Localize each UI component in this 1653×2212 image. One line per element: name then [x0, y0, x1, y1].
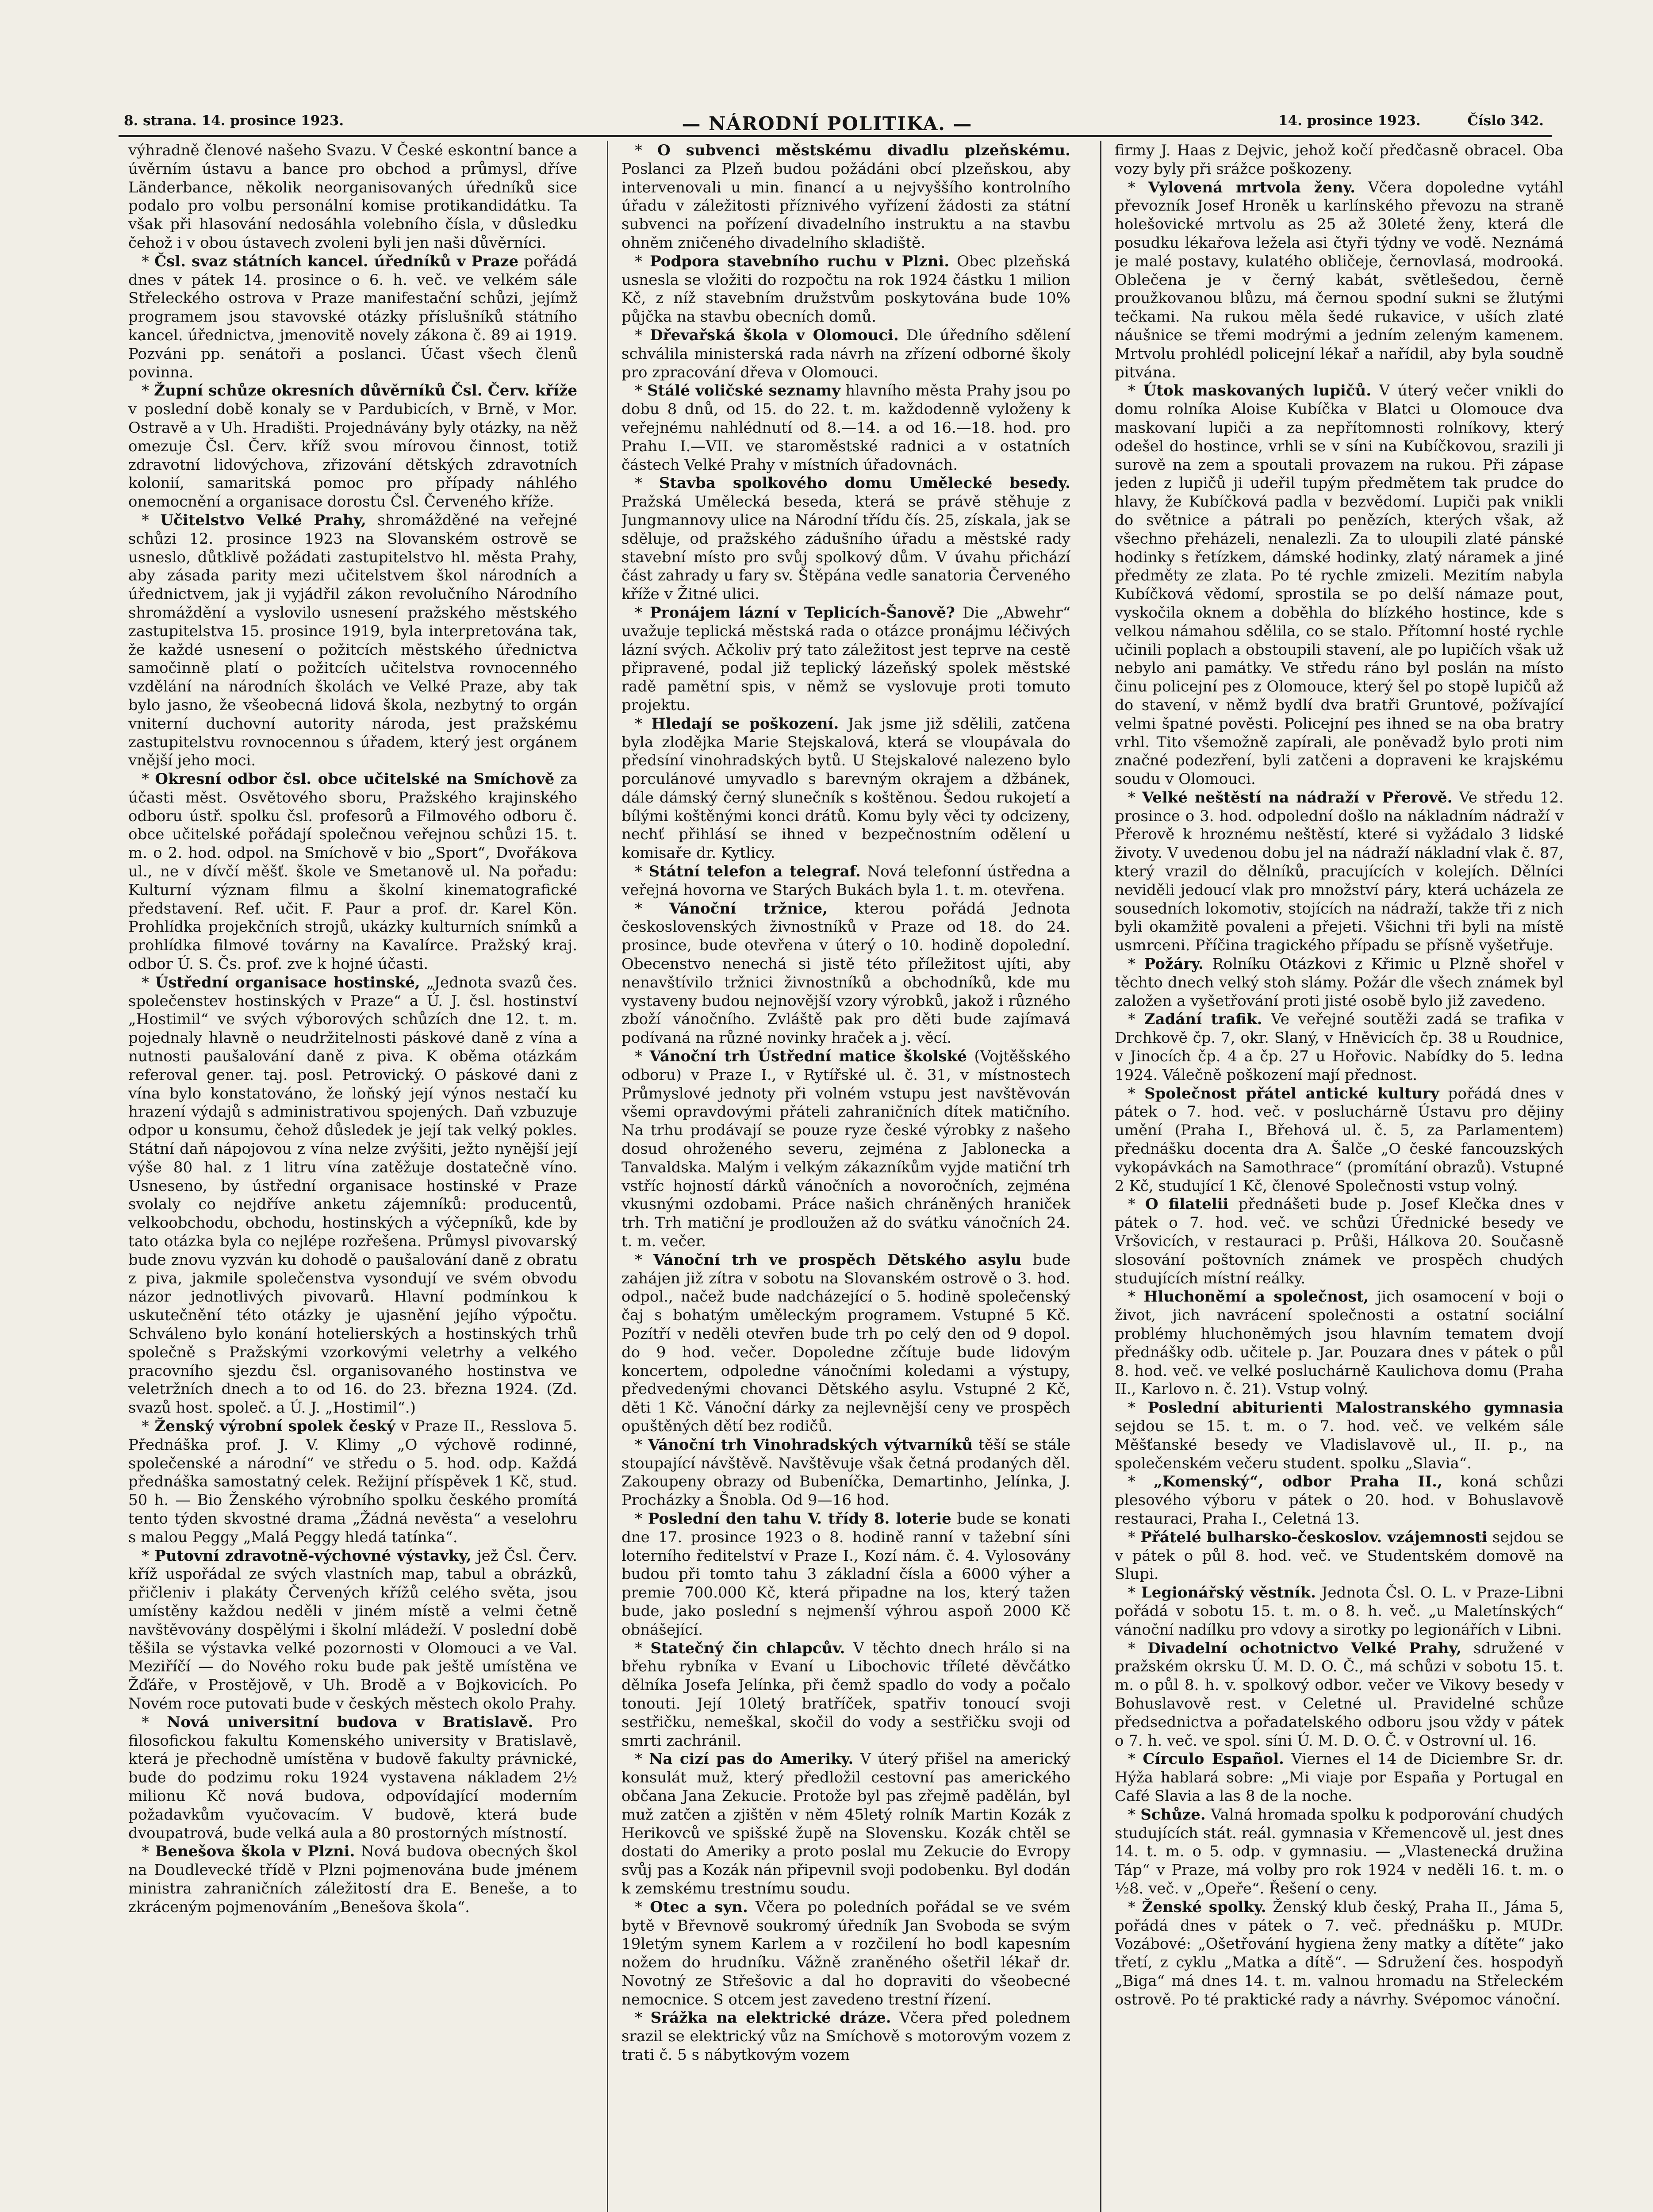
- news-item: * Vánoční trh ve prospěch Dětského asylu bude zahájen již zítra v sobotu na Slovanském ostrově o 3. hod. odpol., načež bude nadcházející o 5. hodině společenský čaj s bohatým uměleckým programem. Vstupné 5 Kč. Pozítří v neděli otevřen bude trh po celý den od 9 dopol. do 9 hod. večer. Dopoledne zčítuje bude lidovým koncertem, odpoledne vánočními koledami a výstupy, předvedenými chovanci Dětského asylu. Vstupné 2 Kč, děti 1 Kč. Vánoční dárky za nejlevnější ceny ve prospěch opuštěných dětí bez rodičů.: [621, 1251, 1070, 1435]
- news-item: * Župní schůze okresních důvěrníků Čsl. Červ. kříže v poslední době konaly se v Pardubicích, v Brně, v Mor. Ostravě a v Uh. Hradišti. Projednávány byly otázky, na něž omezuje Čsl. Červ. kříž svou mírovou činnost, totiž zdravotní lidovýchova, zřizování dětských zdravotních kolonií, samaritská pomoc pro případy náhlého onemocnění a organisace dorostu Čsl. Červeného kříže.: [128, 382, 577, 511]
- news-item-title: Divadelní ochotnictvo Velké Prahy,: [1147, 1639, 1461, 1657]
- news-item-title: Poslední abiturienti Malostranského gymnasia: [1147, 1399, 1564, 1417]
- page-number-date: 8. strana. 14. prosince 1923.: [124, 113, 344, 129]
- news-item: * Poslední den tahu V. třídy 8. loterie bude se konati dne 17. prosince 1923 o 8. hodině ranní v tažební síni loterního ředitelství v Praze I., Kozí nám. č. 4. Vylosovány budou při tomto tahu 3 základní čísla a 6000 výher a premie 700.000 Kč, která připadne na los, který tažen bude, jako poslední s nejmenší výhrou aspoň 2000 Kč obnášející.: [621, 1509, 1070, 1639]
- news-item-title: Podpora stavebního ruchu v Plzni.: [650, 252, 950, 270]
- news-item-title: Benešova škola v Plzni.: [155, 1843, 355, 1861]
- column-divider: [607, 141, 608, 2212]
- news-item-body: V úterý večer vnikli do domu rolníka Aloise Kubíčka v Blatci u Olomouce dva maskovaní lupiči a za nepřítomnosti rolníkovy, který odešel do hostince, vrhli se v síni na Kubíčkovou, srazili ji surově na zem a spoutali provazem na rukou. Při zápase jeden z lupičů ji udeřil tupým předmětem tak prudce do hlavy, že Kubíčková padla v bezvědomí. Lupiči pak vnikli do světnice a pátrali po penězích, kterých však, až všechno přeházeli, nenalezli. Za to uloupili zlaté pánské hodinky s řetízkem, dámské hodinky, zlatý náramek a jiné předměty ze zlata. Po té rychle zmizeli. Mezitím nabyla Kubíčková vědomí, sprostila se po delší námaze pout, vyskočila oknem a doběhla do blízkého hostince, kde s velkou námahou sdělila, co se stalo. Přítomní hosté rychle učinili poplach a obstoupili stavení, ale po lupičích však už nebylo ani památky. Ve středu ráno byl poslán na místo činu policejní pes z Olomouce, který šel po stopě lupičů až do stavení, v němž bydlí dva bratři Gruntové, požívající velmi špatné pověsti. Policejní pes ihned se na oba bratry vrhl. Tito všemožně zapírali, ale poněvadž bylo proti nim značné podezření, byli zatčeni a dopraveni ke krajskému soudu v Olomouci.: [1115, 382, 1564, 788]
- news-item-title: Vánoční trh ve prospěch Dětského asylu: [653, 1251, 1022, 1269]
- news-item-title: Hluchoněmí a společnost,: [1143, 1288, 1369, 1306]
- news-item-body: koná schůzi plesového výboru v pátek o 20. hod. v Bohuslavově restauraci, Praha I., Celetná 13.: [1115, 1473, 1564, 1528]
- news-item: * Stálé voličské seznamy hlavního města Prahy jsou po dobu 8 dnů, od 15. do 22. t. m. každodenně vyloženy k veřejnému nahlédnutí od 8.—14. a od 16.—18. hod. pro Prahu I.—VII. ve staroměstské radnici a v ostatních částech Velké Prahy v místních úřadovnách.: [621, 382, 1070, 474]
- news-item-title: Vánoční tržnice,: [669, 899, 828, 918]
- news-item-title: Stavba spolkového domu Umělecké besedy.: [659, 474, 1070, 492]
- news-item-body: Pražská Umělecká beseda, která se právě stěhuje z Jungmannovy ulice na Národní třídu čís. 25, získala, jak se sděluje, od pražského zádušního úřadu a městské rady stavební místo pro svůj spolkový dům. V úvahu přichází část zahrady u fary sv. Štěpána vedle sanatoria Červeného kříže v Žitné ulici.: [621, 493, 1070, 603]
- news-item-title: Putovní zdravotně-výchovné výstavky,: [154, 1547, 472, 1565]
- news-item-title: O filatelii: [1145, 1195, 1229, 1214]
- news-item-title: Státní telefon a telegraf.: [648, 863, 861, 881]
- news-item: * Vánoční tržnice, kterou pořádá Jednota československých živnostníků v Praze od 18. do 24. prosince, bude otevřena v úterý o 10. hodině dopolední. Obecenstvo nenechá si jistě této příležitost ujíti, aby nenavštívilo tržnici živnostníků a obchodníků, kde mu vystaveny budou nejnovější vzory výrobků, jakož i různého zboží vánočního. Zvláště pak pro děti bude zajímavá podívaná na různé novinky hraček a j. věcí.: [621, 899, 1070, 1047]
- news-item-body: shromážděné na veřejné schůzi 12. prosince 1923 na Slovanském ostrově se usneslo, důtklivě požádati zastupitelstvo hl. města Prahy, aby zásada parity mezi učitelstvem škol národních a úřednictvem, jak ji vyjádřil zákon revolučního Národního shromáždění a vyslovilo usnesení pražského městského zastupitelstva 15. prosince 1919, byla interpretována tak, že každé usnesení o požitcích městského úřednictva samočinně platí o požitcích učitelstva rovnocenného vzdělání na národních školách ve Velké Praze, aby tak bylo jasno, že všeobecná lidová škola, nezbytný to orgán vniterní duchovní autority národa, jest pražskému zastupitelstvu rovnocennou s úřadem, který jest orgánem vnější jeho moci.: [128, 511, 577, 770]
- news-item: * „Komenský“, odbor Praha II., koná schůzi plesového výboru v pátek o 20. hod. v Bohuslavově restauraci, Praha I., Celetná 13.: [1115, 1473, 1564, 1528]
- news-item-body: výhradně členové našeho Svazu. V České eskontní bance a úvěrním ústavu a bance pro obchod a průmysl, dříve Länderbance, několik neorganisovaných úředníků sice podalo pro volbu personální komise protikandidátku. Ta však při hlasování nedosáhla volebního čísla, v důsledku čehož i v obou ústavech zvoleni byli jen naši důvěrníci.: [128, 142, 577, 252]
- news-item-title: Círculo Español.: [1143, 1750, 1284, 1768]
- news-item: * Poslední abiturienti Malostranského gymnasia sejdou se 15. t. m. o 7. hod. več. ve velkém sále Měšťanské besedy ve Vladislavově ul., II. p., na společenském večeru student. spolku „Slavia“.: [1115, 1399, 1564, 1472]
- masthead-title: — NÁRODNÍ POLITIKA. —: [682, 113, 973, 134]
- news-item: * Státní telefon a telegraf. Nová telefonní ústředna a veřejná hovorna ve Starých Bukách byla 1. t. m. otevřena.: [621, 863, 1070, 899]
- news-item-body: sejdou se v pátek o půl 8. hod. več. ve Studentském domově na Slupi.: [1115, 1528, 1564, 1583]
- news-item-title: Schůze.: [1140, 1805, 1206, 1824]
- news-item: * Schůze. Valná hromada spolku k podporování chudých studujících stát. reál. gymnasia v Křemencově ul. jest dnes 14. t. m. o 5. odp. v gymnasiu. — „Vlastenecká družina Táp“ v Praze, má volby pro rok 1924 v neděli 16. t. m. o ½8. več. v „Opeře“. Řešení o ceny.: [1115, 1805, 1564, 1897]
- news-item-body: firmy J. Haas z Dejvic, jehož kočí předčasně obracel. Oba vozy byly při srážce poškozeny.: [1115, 142, 1564, 178]
- text-column-2: [621, 142, 1070, 2212]
- news-item-body: Obec plzeňská usnesla se vložiti do rozpočtu na rok 1924 částku 1 milion Kč, z níž stavebním družstvům poskytována bude 10% půjčka na stavbu obecních domů.: [621, 252, 1070, 326]
- news-item-body: Včera před polednem srazil se elektrický vůz na Smíchově s motorovým vozem z trati č. 5 s nábytkovým vozem: [621, 2009, 1070, 2064]
- news-item-title: Nová universitní budova v Bratislavě.: [167, 1713, 533, 1731]
- news-item: * Na cizí pas do Ameriky. V úterý přišel na americký konsulát muž, který předložil cestovní pas amerického občana Jana Zekucie. Protože byl pas zřejmě padělán, byl muž zatčen a zjištěn v něm 45letý rolník Martin Kozák z Herikovců ve spišské župě na Slovensku. Kozák chtěl se dostati do Ameriky a proto poslal mu Zekucie do Evropy svůj pas a Kozák nán připevnil svoji podobenku. Byl dodán k zemskému trestnímu soudu.: [621, 1750, 1070, 1897]
- news-item: * Otec a syn. Včera po poledních pořádal se ve svém bytě v Břevnově soukromý úředník Jan Svoboda se svým 19letým synem Karlem a v rozčilení ho bodl kapesním nožem do hrudníku. Vážně zraněného ošetřil lékař dr. Novotný ze Střešovic a dal ho dopraviti do všeobecné nemocnice. S otcem jest zavedeno trestní řízení.: [621, 1898, 1070, 2008]
- news-item: * Vánoční trh Vinohradských výtvarníků těší se stále stoupající návštěvě. Navštěvuje však četná prodaných děl. Zakoupeny obrazy od Bubeníčka, Demartinho, Jelínka, J. Procházky a Šnobla. Od 9—16 hod.: [621, 1436, 1070, 1509]
- text-column-1: [128, 142, 577, 2212]
- news-item-body: jich osamocení v boji o život, jich navrácení společnosti a ostatní sociální problémy hluchoněmých jsou hlavním tematem dvojí přednášky odb. učitele p. Jar. Pouzara dnes v pátek o půl 8. hod. več. ve velké posluchárně Kaulichova domu (Praha II., Karlovo n. č. 21). Vstup volný.: [1115, 1288, 1564, 1398]
- news-item-body: sdružené v pražském okrsku Ú. M. D. O. Č., má schůzi v sobotu 15. t. m. o půl 8. h. v. spolkový odbor. večer ve Vikovy besedy v Bohuslavově rest. v Celetné ul. Pravidelné schůze předsednictva a pořadatelského odboru jsou vždy v pátek o 7. h. več. ve spol. síni Ú. M. D. O. Č. v Ostrovní ul. 16.: [1115, 1639, 1564, 1750]
- news-item-body: bude se konati dne 17. prosince 1923 o 8. hodině ranní v tažební síni loterního ředitelství v Praze I., Kozí nám. č. 4. Vylosovány budou při tomto tahu 3 základní čísla a 6000 výher a premie 700.000 Kč, která připadne na los, který tažen bude, jako poslední s nejmenší výhrou aspoň 2000 Kč obnášející.: [621, 1509, 1070, 1639]
- news-item: * Hledají se poškození. Jak jsme již sdělili, zatčena byla zlodějka Marie Stejskalová, která se vloupávala do předsíní vinohradských bytů. U Stejskalové nalezeno bylo porculánové umyvadlo s barevným okrajem a džbánek, dále dámský černý slunečník s koštěnou. Šedou rukojetí a bílými koštěnými konci drátů. Komu byly věci ty odcizeny, nechť přihlásí se ihned v bezpečnostním odělení u komisaře dr. Kytlicy.: [621, 714, 1070, 862]
- news-item-title: Poslední den tahu V. třídy 8. loterie: [648, 1509, 951, 1528]
- news-item-title: Statečný čin chlapcův.: [650, 1639, 845, 1657]
- news-item: * Nová universitní budova v Bratislavě. Pro filosofickou fakultu Komenského university v Bratislavě, která je přechodně umístěna v budově fakulty právnické, bude do podzimu roku 1924 vystavena nákladem 2½ milionu Kč nová budova, odpovídající moderním požadavkům vyučovacím. V budově, která bude dvoupatrová, bude velká aula a 80 prostorných místností.: [128, 1713, 577, 1842]
- news-item: * Požáry. Rolníku Otázkovi z Křimic u Plzně shořel v těchto dnech velký stoh slámy. Požár dle všech známek byl založen a vyšetřování proti jisté osobě bylo již zavedeno.: [1115, 955, 1564, 1010]
- news-item: * Putovní zdravotně-výchovné výstavky, jež Čsl. Červ. kříž uspořádal ze svých vlastních map, tabul a obrázků, přičleniv i plakáty Červených křížů celého světa, jsou umístěny každou neděli v jiném místě a velmi četně navštěvovány dospělými i školní mládeží. V poslední době těšila se výstavka velké pozornosti v Olomouci a ve Val. Meziříčí — do Nového roku bude pak ještě umístěna ve Žďáře, v Prostějově, v Uh. Brodě a v Bojkovicích. Po Novém roce putovati bude v českých městech okolo Prahy.: [128, 1547, 577, 1713]
- news-item-body: Pro filosofickou fakultu Komenského university v Bratislavě, která je přechodně umístěna v budově fakulty právnické, bude do podzimu roku 1924 vystavena nákladem 2½ milionu Kč nová budova, odpovídající moderním požadavkům vyučovacím. V budově, která bude dvoupatrová, bude velká aula a 80 prostorných místností.: [128, 1713, 577, 1842]
- news-item-body: kterou pořádá Jednota československých živnostníků v Praze od 18. do 24. prosince, bude otevřena v úterý o 10. hodině dopolední. Obecenstvo nenechá si jistě této příležitost ujíti, aby nenavštívilo tržnici živnostníků a obchodníků, kde mu vystaveny budou nejnovější vzory výrobků, jakož i různého zboží vánočního. Zvláště pak pro děti bude zajímavá podívaná na různé novinky hraček a j. věcí.: [621, 899, 1070, 1047]
- news-item-title: Ústřední organisace hostinské,: [155, 973, 420, 991]
- news-item-title: Čsl. svaz státních kancel. úředníků v Praze: [154, 252, 519, 270]
- news-item-title: Učitelstvo Velké Prahy,: [160, 511, 366, 529]
- news-item: * Pronájem lázní v Teplicích-Šanově? Die „Abwehr“ uvažuje teplická městská rada o otázce pronájmu léčivých lázní svých. Ačkoliv prý tato záležitost jest teprve na cestě připravené, podal již teplický lázeňský spolek městské radě pamětní spis, v němž se vyslovuje proti tomuto projektu.: [621, 603, 1070, 714]
- news-item-body: (Vojtěšského odboru) v Praze I., v Rytířské ul. č. 31, v místnostech Průmyslové jednoty při volném vstupu jest navštěvován všemi opravdovými přáteli zahraničních dítek matičního. Na trhu prodávají se pouze ryze české výrobky z našeho dosud ohroženého severu, zejména z Jablonecka a Tanvaldska. Malým i velkým zákazníkům vyjde matiční trh vstříc hojností dárků vánočních a novoročních, zejména vkusnými ozdobami. Práce našich chráněných hraniček trh. Trh matiční je prodloužen až do svátku vánočních 24. t. m. večer.: [621, 1048, 1070, 1251]
- header-date: 14. prosince 1923.: [1278, 113, 1421, 129]
- news-item-body: Valná hromada spolku k podporování chudých studujících stát. reál. gymnasia v Křemencově ul. jest dnes 14. t. m. o 5. odp. v gymnasiu. — „Vlastenecká družina Táp“ v Praze, má volby pro rok 1924 v neděli 16. t. m. o ½8. več. v „Opeře“. Řešení o ceny.: [1115, 1805, 1564, 1897]
- news-item-body: pořádá dnes v pátek 14. prosince o 6. h. več. ve velkém sále Střeleckého ostrova v Praze manifestační schůzi, jejímž programem jsou stavovské otázky příslušníků státního kancel. úřednictva, jmenovitě novely zákona č. 89 ai 1919. Pozváni pp. senátoři a poslanci. Účast všech členů povinna.: [128, 252, 577, 381]
- news-item-title: Otec a syn.: [650, 1898, 748, 1916]
- news-item-body: v poslední době konaly se v Pardubicích, v Brně, v Mor. Ostravě a v Uh. Hradišti. Projednávány byly otázky, na něž omezuje Čsl. Červ. kříž svou mírovou činnost, totiž zdravotní lidovýchova, zřizování dětských zdravotních kolonií, samaritská pomoc pro případy náhlého onemocnění a organisace dorostu Čsl. Červeného kříže.: [128, 400, 577, 511]
- news-item: * Hluchoněmí a společnost, jich osamocení v boji o život, jich navrácení společnosti a ostatní sociální problémy hluchoněmých jsou hlavním tematem dvojí přednášky odb. učitele p. Jar. Pouzara dnes v pátek o půl 8. hod. več. ve velké posluchárně Kaulichova domu (Praha II., Karlovo n. č. 21). Vstup volný.: [1115, 1288, 1564, 1398]
- news-item-title: Vánoční trh Ústřední matice školské: [649, 1048, 967, 1066]
- news-item-body: Poslanci za Plzeň budou požádáni obcí plzeňskou, aby intervenovali u min. financí a u nejvyššího kontrolního úřadu v záležitosti příznivého vyřízení žádosti za státní subvenci na pořízení divadelního instruktu a na stavbu ohněm zničeného divadelního skladiště.: [621, 160, 1070, 252]
- news-item-title: Okresní odbor čsl. obce učitelské na Smíchově: [155, 770, 555, 788]
- news-item: * Dřevařská škola v Olomouci. Dle úředního sdělení schválila ministerská rada návrh na zřízení odborné školy pro zpracování dřeva v Olomouci.: [621, 326, 1070, 381]
- news-item-title: Pronájem lázní v Teplicích-Šanově?: [650, 603, 955, 622]
- news-item-title: Hledají se poškození.: [651, 714, 839, 733]
- news-item-title: Požáry.: [1144, 955, 1204, 973]
- news-item-title: Vylovená mrtvola ženy.: [1148, 178, 1356, 196]
- news-item: * Círculo Español. Viernes el 14 de Diciembre Sr. dr. Hýža hablará sobre: „Mi viaje por España y Portugal en Café Slavia a las 8 de la noche.: [1115, 1750, 1564, 1805]
- news-item-body: V těchto dnech hrálo si na břehu rybníka v Evaní u Libochovic tříleté děvčátko dělníka Josefa Jelínka, při čemž spadlo do vody a počalo tonouti. Její 10letý bratříček, spatřiv tonoucí svoji sestřičku, nemeškal, skočil do vody a sestřičku svoji od smrti zachránil.: [621, 1639, 1070, 1750]
- news-item-title: Vánoční trh Vinohradských výtvarníků: [648, 1436, 973, 1454]
- news-item-title: Srážka na elektrické dráze.: [650, 2009, 891, 2027]
- news-item: * Stavba spolkového domu Umělecké besedy. Pražská Umělecká beseda, která se právě stěhuje z Jungmannovy ulice na Národní třídu čís. 25, získala, jak se sděluje, od pražského zádušního úřadu a městské rady stavební místo pro svůj spolkový dům. V úvahu přichází část zahrady u fary sv. Štěpána vedle sanatoria Červeného kříže v Žitné ulici.: [621, 474, 1070, 603]
- news-item: * Statečný čin chlapcův. V těchto dnech hrálo si na břehu rybníka v Evaní u Libochovic tříleté děvčátko dělníka Josefa Jelínka, při čemž spadlo do vody a počalo tonouti. Její 10letý bratříček, spatřiv tonoucí svoji sestřičku, nemeškal, skočil do vody a sestřičku svoji od smrti zachránil.: [621, 1639, 1070, 1750]
- news-item-body: Jak jsme již sdělili, zatčena byla zlodějka Marie Stejskalová, která se vloupávala do předsíní vinohradských bytů. U Stejskalové nalezeno bylo porculánové umyvadlo s barevným okrajem a džbánek, dále dámský černý slunečník s koštěnou. Šedou rukojetí a bílými koštěnými konci drátů. Komu byly věci ty odcizeny, nechť přihlásí se ihned v bezpečnostním odělení u komisaře dr. Kytlicy.: [621, 714, 1070, 862]
- news-item-title: „Komenský“, odbor Praha II.,: [1153, 1473, 1442, 1491]
- news-item-body: Viernes el 14 de Diciembre Sr. dr. Hýža hablará sobre: „Mi viaje por España y Portugal en Café Slavia a las 8 de la noche.: [1115, 1750, 1564, 1805]
- issue-number: Číslo 342.: [1467, 113, 1544, 129]
- news-item: * Podpora stavebního ruchu v Plzni. Obec plzeňská usnesla se vložiti do rozpočtu na rok 1924 částku 1 milion Kč, z níž stavebním družstvům poskytována bude 10% půjčka na stavbu obecních domů.: [621, 252, 1070, 326]
- news-item-body: jež Čsl. Červ. kříž uspořádal ze svých vlastních map, tabul a obrázků, přičleniv i plakáty Červených křížů celého světa, jsou umístěny každou neděli v jiném místě a velmi četně navštěvovány dospělými i školní mládeží. V poslední době těšila se výstavka velké pozornosti v Olomouci a ve Val. Meziříčí — do Nového roku bude pak ještě umístěna ve Žďáře, v Prostějově, v Uh. Brodě a v Bojkovicích. Po Novém roce putovati bude v českých městech okolo Prahy.: [128, 1547, 577, 1713]
- news-item-body: sejdou se 15. t. m. o 7. hod. več. ve velkém sále Měšťanské besedy ve Vladislavově ul., II. p., na společenském večeru student. spolku „Slavia“.: [1115, 1417, 1564, 1472]
- news-item: * Okresní odbor čsl. obce učitelské na Smíchově za účasti měst. Osvětového sboru, Pražského krajinského odboru ústř. spolku čsl. profesorů a Filmového odboru č. obce učitelské pořádají společnou veřejnou schůzi 15. t. m. o 2. hod. odpol. na Smíchově v bio „Sport“, Dvořákova ul., ne v dívčí měšť. škole ve Smetanově ul. Na pořadu: Kulturní význam filmu a školní kinematografické představení. Ref. učit. F. Paur a prof. dr. Karel Kön. Prohlídka projekčních strojů, ukázky kulturních snímků a prohlídka filmové továrny na Kavalírce. Pražský kraj. odbor Ú. S. Čs. prof. zve k hojné účasti.: [128, 770, 577, 973]
- news-item: * Čsl. svaz státních kancel. úředníků v Praze pořádá dnes v pátek 14. prosince o 6. h. več. ve velkém sále Střeleckého ostrova v Praze manifestační schůzi, jejímž programem jsou stavovské otázky příslušníků státního kancel. úřednictva, jmenovitě novely zákona č. 89 ai 1919. Pozváni pp. senátoři a poslanci. Účast všech členů povinna.: [128, 252, 577, 381]
- news-item-body: bude zahájen již zítra v sobotu na Slovanském ostrově o 3. hod. odpol., načež bude nadcházející o 5. hodině společenský čaj s bohatým uměleckým programem. Vstupné 5 Kč. Pozítří v neděli otevřen bude trh po celý den od 9 dopol. do 9 hod. večer. Dopoledne zčítuje bude lidovým koncertem, odpoledne vánočními koledami a výstupy, předvedenými chovanci Dětského asylu. Vstupné 2 Kč, děti 1 Kč. Vánoční dárky za nejlevnější ceny ve prospěch opuštěných dětí bez rodičů.: [621, 1251, 1070, 1435]
- news-item-body: Jednota Čsl. O. L. v Praze-Libni pořádá v sobotu 15. t. m. o 8. h. več. „u Maletínských“ vánoční nadílku pro vdovy a sirotky po legionářích v Libni.: [1115, 1584, 1564, 1639]
- news-item: * Přátelé bulharsko-českoslov. vzájemnosti sejdou se v pátek o půl 8. hod. več. ve Studentském domově na Slupi.: [1115, 1528, 1564, 1583]
- header-rule: [119, 135, 1552, 137]
- news-item-title: Velké neštěstí na nádraží v Přerově.: [1142, 788, 1453, 806]
- news-item: * Zadání trafik. Ve veřejné soutěži zadá se trafika v Drchkově čp. 7, okr. Slaný, v Hněvicích čp. 38 u Roudnice, v Jinocích čp. 4 a čp. 27 u Hořovic. Nabídky do 5. ledna 1924. Válečně poškození mají přednost.: [1115, 1010, 1564, 1084]
- news-item: * Ženský výrobní spolek český v Praze II., Resslova 5. Přednáška prof. J. V. Klimy „O výchově rodinné, společenské a národní“ ve středu o 5. hod. odp. Každá přednáška samostatný celek. Režijní příspěvek 1 Kč, stud. 50 h. — Bio Ženského výrobního spolku českého promítá tento týden skvostné drama „Žádná nevěsta“ a veselohru s malou Peggy „Malá Peggy hledá tatínka“.: [128, 1417, 577, 1546]
- news-item-body: Ženský klub český, Praha II., Jáma 5, pořádá dnes v pátek o 7. več. přednášku p. MUDr. Vozábové: „Ošetřování hygiena ženy matky a dítěte“ jako třetí, z cyklu „Matka a dítě“. — Sdružení čes. hospodyň „Biga“ má dnes 14. t. m. valnou hromadu na Střeleckém ostrově. Po té praktické rady a návrhy. Svépomoc vánoční.: [1115, 1898, 1564, 2008]
- text-column-3: [1115, 142, 1564, 2212]
- news-item-title: Na cizí pas do Ameriky.: [649, 1750, 854, 1768]
- news-item: * Velké neštěstí na nádraží v Přerově. Ve středu 12. prosince o 3. hod. odpolední došlo na nákladním nádraží v Přerově k hroznému neštěstí, které si vyžádalo 3 lidské životy. V uvedenou dobu jel na nádraží nákladní vlak č. 87, který vrazil do dělníků, pracujících v kolejích. Dělníci neviděli jedoucí vlak pro množství páry, která ucházela ze sousedních lokomotiv, stojících na nádraží, takže tři z nich byli okamžitě povaleni a přejeti. Všichni tři byli na místě usmrceni. Příčina tragického případu se přísně vyšetřuje.: [1115, 788, 1564, 955]
- news-item-body: za účasti měst. Osvětového sboru, Pražského krajinského odboru ústř. spolku čsl. profesorů a Filmového odboru č. obce učitelské pořádají společnou veřejnou schůzi 15. t. m. o 2. hod. odpol. na Smíchově v bio „Sport“, Dvořákova ul., ne v dívčí měšť. škole ve Smetanově ul. Na pořadu: Kulturní význam filmu a školní kinematografické představení. Ref. učit. F. Paur a prof. dr. Karel Kön. Prohlídka projekčních strojů, ukázky kulturních snímků a prohlídka filmové továrny na Kavalírce. Pražský kraj. odbor Ú. S. Čs. prof. zve k hojné účasti.: [128, 770, 577, 973]
- news-item: * Divadelní ochotnictvo Velké Prahy, sdružené v pražském okrsku Ú. M. D. O. Č., má schůzi v sobotu 15. t. m. o půl 8. h. v. spolkový odbor. večer ve Vikovy besedy v Bohuslavově rest. v Celetné ul. Pravidelné schůze předsednictva a pořadatelského odboru jsou vždy v pátek o 7. h. več. ve spol. síni Ú. M. D. O. Č. v Ostrovní ul. 16.: [1115, 1639, 1564, 1750]
- news-item-title: Ženské spolky.: [1142, 1898, 1266, 1916]
- news-item-title: Přátelé bulharsko-českoslov. vzájemnosti: [1140, 1528, 1488, 1546]
- news-item-body: Die „Abwehr“ uvažuje teplická městská rada o otázce pronájmu léčivých lázní svých. Ačkoliv prý tato záležitost jest teprve na cestě připravené, podal již teplický lázeňský spolek městské radě pamětní spis, v němž se vyslovuje proti tomuto projektu.: [621, 603, 1070, 714]
- news-item-body: Ve veřejné soutěži zadá se trafika v Drchkově čp. 7, okr. Slaný, v Hněvicích čp. 38 u Roudnice, v Jinocích čp. 4 a čp. 27 u Hořovic. Nabídky do 5. ledna 1924. Válečně poškození mají přednost.: [1115, 1010, 1564, 1084]
- news-item: * Vánoční trh Ústřední matice školské (Vojtěšského odboru) v Praze I., v Rytířské ul. č. 31, v místnostech Průmyslové jednoty při volném vstupu jest navštěvován všemi opravdovými přáteli zahraničních dítek matičního. Na trhu prodávají se pouze ryze české výrobky z našeho dosud ohroženého severu, zejména z Jablonecka a Tanvaldska. Malým i velkým zákazníkům vyjde matiční trh vstříc hojností dárků vánočních a novoročních, zejména vkusnými ozdobami. Práce našich chráněných hraniček trh. Trh matiční je prodloužen až do svátku vánočních 24. t. m. večer.: [621, 1048, 1070, 1251]
- news-item-body: pořádá dnes v pátek o 7. hod. več. v posluchárně Ústavu pro dějiny umění (Praha I., Břehová ul. č. 5, za Parlamentem) přednášku docenta dra A. Šalče „O české fancouzských vykopávkách na Samothrace“ (promítání obrazů). Vstupné 2 Kč, studující 1 Kč, členové Společnosti vstup volný.: [1115, 1084, 1564, 1195]
- news-item: * Společnost přátel antické kultury pořádá dnes v pátek o 7. hod. več. v posluchárně Ústavu pro dějiny umění (Praha I., Břehová ul. č. 5, za Parlamentem) přednášku docenta dra A. Šalče „O české fancouzských vykopávkách na Samothrace“ (promítání obrazů). Vstupné 2 Kč, studující 1 Kč, členové Společnosti vstup volný.: [1115, 1084, 1564, 1195]
- news-item-body: Rolníku Otázkovi z Křimic u Plzně shořel v těchto dnech velký stoh slámy. Požár dle všech známek byl založen a vyšetřování proti jisté osobě bylo již zavedeno.: [1115, 955, 1564, 1010]
- news-item: * Ústřední organisace hostinské, „Jednota svazů čes. společenstev hostinských v Praze“ a Ú. J. čsl. hostinství „Hostimil“ ve svých výborových schůzích dne 12. t. m. pojednaly hlavně o neudržitelnosti páskové daně z vína a nutnosti paušalování daně z piva. K oběma otázkám referoval gener. taj. posl. Petrovický. O páskové dani z vína bylo konstatováno, že loňský její výnos nestačí ku hrazení výdajů s administrativou spojených. Daň vzbuzuje odpor u konsumu, čehož důsledek je její tak velký pokles. Státní daň nápojovou z vína nelze zvýšiti, ježto nynější její výše 80 hal. z 1 litru vína zatěžuje dostatečně víno. Usneseno, by ústřední organisace hostinské v Praze svolaly co nejdříve anketu zájemníků: producentů, velkoobchodu, obchodu, hostinských a výčepníků, kde by tato otázka byla co nejlépe rozřešena. Průmysl pivovarský bude znovu vyzván ku dohodě o paušalování daně z obratu z piva, jakmile společenstva vysondují ve svém obvodu názor jednotlivých pivovarů. Hlavní podmínkou k uskutečnění této otázky je ujasnění jejího výpočtu. Schváleno bylo konání hotelierských a hostinských trhů společně s Pražskými vzorkovými veletrhy a velkého pracovního sjezdu čsl. organisovaného hostinstva ve veletržních dnech a to od 16. do 23. března 1924. (Zd. svazů host. společ. a Ú. J. „Hostimil“.): [128, 973, 577, 1417]
- news-item-title: Ženský výrobní spolek český: [154, 1417, 395, 1435]
- news-item-title: O subvenci městskému divadlu plzeňskému.: [657, 142, 1070, 159]
- news-item-body: Nová telefonní ústředna a veřejná hovorna ve Starých Bukách byla 1. t. m. otevřena.: [621, 863, 1070, 899]
- news-item: * Učitelstvo Velké Prahy, shromážděné na veřejné schůzi 12. prosince 1923 na Slovanském ostrově se usneslo, důtklivě požádati zastupitelstvo hl. města Prahy, aby zásada parity mezi učitelstvem škol národních a úřednictvem, jak ji vyjádřil zákon revolučního Národního shromáždění a vyslovilo usnesení pražského městského zastupitelstva 15. prosince 1919, byla interpretována tak, že každé usnesení o požitcích městského úřednictva samočinně platí o požitcích učitelstva rovnocenného vzdělání na národních školách ve Velké Praze, aby tak bylo jasno, že všeobecná lidová škola, nezbytný to orgán vniterní duchovní autority národa, jest pražskému zastupitelstvu rovnocennou s úřadem, který jest orgánem vnější jeho moci.: [128, 511, 577, 770]
- news-item: [1115, 142, 1564, 179]
- news-item-title: Útok maskovaných lupičů.: [1143, 382, 1372, 400]
- news-item: * Legionářský věstník. Jednota Čsl. O. L. v Praze-Libni pořádá v sobotu 15. t. m. o 8. h. več. „u Maletínských“ vánoční nadílku pro vdovy a sirotky po legionářích v Libni.: [1115, 1584, 1564, 1639]
- news-item: [128, 142, 577, 253]
- news-item-title: Dřevařská škola v Olomouci.: [650, 326, 899, 344]
- news-item-body: Včera po poledních pořádal se ve svém bytě v Břevnově soukromý úředník Jan Svoboda se svým 19letým synem Karlem a v rozčilení ho bodl kapesním nožem do hrudníku. Vážně zraněného ošetřil lékař dr. Novotný ze Střešovic a dal ho dopraviti do všeobecné nemocnice. S otcem jest zavedeno trestní řízení.: [621, 1898, 1070, 2008]
- news-item-body: v Praze II., Resslova 5. Přednáška prof. J. V. Klimy „O výchově rodinné, společenské a národní“ ve středu o 5. hod. odp. Každá přednáška samostatný celek. Režijní příspěvek 1 Kč, stud. 50 h. — Bio Ženského výrobního spolku českého promítá tento týden skvostné drama „Žádná nevěsta“ a veselohru s malou Peggy „Malá Peggy hledá tatínka“.: [128, 1417, 577, 1546]
- news-item-body: těší se stále stoupající návštěvě. Navštěvuje však četná prodaných děl. Zakoupeny obrazy od Bubeníčka, Demartinho, Jelínka, J. Procházky a Šnobla. Od 9—16 hod.: [621, 1436, 1070, 1509]
- news-item: * Benešova škola v Plzni. Nová budova obecných škol na Doudlevecké třídě v Plzni pojmenována bude jménem ministra zahraničních záležitostí dra E. Beneše, a to zkráceným pojmenováním „Benešova škola“.: [128, 1843, 577, 1916]
- news-item-body: „Jednota svazů čes. společenstev hostinských v Praze“ a Ú. J. čsl. hostinství „Hostimil“ ve svých výborových schůzích dne 12. t. m. pojednaly hlavně o neudržitelnosti páskové daně z vína a nutnosti paušalování daně z piva. K oběma otázkám referoval gener. taj. posl. Petrovický. O páskové dani z vína bylo konstatováno, že loňský její výnos nestačí ku hrazení výdajů s administrativou spojených. Daň vzbuzuje odpor u konsumu, čehož důsledek je její tak velký pokles. Státní daň nápojovou z vína nelze zvýšiti, ježto nynější její výše 80 hal. z 1 litru vína zatěžuje dostatečně víno. Usneseno, by ústřední organisace hostinské v Praze svolaly co nejdříve anketu zájemníků: producentů, velkoobchodu, obchodu, hostinských a výčepníků, kde by tato otázka byla co nejlépe rozřešena. Průmysl pivovarský bude znovu vyzván ku dohodě o paušalování daně z obratu z piva, jakmile společenstva vysondují ve svém obvodu názor jednotlivých pivovarů. Hlavní podmínkou k uskutečnění této otázky je ujasnění jejího výpočtu. Schváleno bylo konání hotelierských a hostinských trhů společně s Pražskými vzorkovými veletrhy a velkého pracovního sjezdu čsl. organisovaného hostinstva ve veletržních dnech a to od 16. do 23. března 1924. (Zd. svazů host. společ. a Ú. J. „Hostimil“.): [128, 973, 577, 1417]
- news-item-title: Společnost přátel antické kultury: [1144, 1084, 1439, 1102]
- news-item-title: Stálé voličské seznamy: [647, 382, 841, 400]
- news-item-body: Dle úředního sdělení schválila ministerská rada návrh na zřízení odborné školy pro zpracování dřeva v Olomouci.: [621, 326, 1070, 381]
- news-item: * O filatelii přednášeti bude p. Josef Klečka dnes v pátek o 7. hod. več. ve schůzi Úřednické besedy ve Vršovicích, v restauraci p. Průši, Hálkova 20. Současně slosování poštovních známek ve prospěch chudých studujících místní reálky.: [1115, 1195, 1564, 1287]
- column-divider: [1100, 141, 1101, 2212]
- news-item-body: přednášeti bude p. Josef Klečka dnes v pátek o 7. hod. več. ve schůzi Úřednické besedy ve Vršovicích, v restauraci p. Průši, Hálkova 20. Současně slosování poštovních známek ve prospěch chudých studujících místní reálky.: [1115, 1195, 1564, 1287]
- news-item: * Vylovená mrtvola ženy. Včera dopoledne vytáhl převozník Josef Hroněk u karlínského převozu na straně holešovické mrtvolu as 25 až 30leté ženy, která dle posudku lékařova ležela asi čtyři týdny ve vodě. Neznámá je malé postavy, kulatého obličeje, černovlasá, modrooká. Oblečena je v černý kabát, světlešedou, černě proužkovanou blůzu, má černou spodní sukni se žlutými tečkami. Na rukou měla šedé rukavice, v uších zlaté náušnice se třemi modrými a jedním zeleným kamenem. Mrtvolu prohlédl policejní lékař a nařídil, aby byla soudně pitvána.: [1115, 178, 1564, 381]
- news-item: * Útok maskovaných lupičů. V úterý večer vnikli do domu rolníka Aloise Kubíčka v Blatci u Olomouce dva maskovaní lupiči a za nepřítomnosti rolníkovy, který odešel do hostince, vrhli se v síni na Kubíčkovou, srazili ji surově na zem a spoutali provazem na rukou. Při zápase jeden z lupičů ji udeřil tupým předmětem tak prudce do hlavy, že Kubíčková padla v bezvědomí. Lupiči pak vnikli do světnice a pátrali po penězích, kterých však, až všechno přeházeli, nenalezli. Za to uloupili zlaté pánské hodinky s řetízkem, dámské hodinky, zlatý náramek a jiné předměty ze zlata. Po té rychle zmizeli. Mezitím nabyla Kubíčková vědomí, sprostila se po delší námaze pout, vyskočila oknem a doběhla do blízkého hostince, kde s velkou námahou sdělila, co se stalo. Přítomní hosté rychle učinili poplach a obstoupili stavení, ale po lupičích však už nebylo ani památky. Ve středu ráno byl poslán na místo činu policejní pes z Olomouce, který šel po stopě lupičů až do stavení, v němž bydlí dva bratři Gruntové, požívající velmi špatné pověsti. Policejní pes ihned se na oba bratry vrhl. Tito všemožně zapírali, ale poněvadž bylo proti nim značné podezření, byli zatčeni a dopraveni ke krajskému soudu v Olomouci.: [1115, 382, 1564, 788]
- news-item-title: Župní schůze okresních důvěrníků Čsl. Červ. kříže: [154, 382, 577, 400]
- news-item-body: V úterý přišel na americký konsulát muž, který předložil cestovní pas amerického občana Jana Zekucie. Protože byl pas zřejmě padělán, byl muž zatčen a zjištěn v něm 45letý rolník Martin Kozák z Herikovců ve spišské župě na Slovensku. Kozák chtěl se dostati do Ameriky a proto poslal mu Zekucie do Evropy svůj pas a Kozák nán připevnil svoji podobenku. Byl dodán k zemskému trestnímu soudu.: [621, 1750, 1070, 1897]
- news-item-body: Nová budova obecných škol na Doudlevecké třídě v Plzni pojmenována bude jménem ministra zahraničních záležitostí dra E. Beneše, a to zkráceným pojmenováním „Benešova škola“.: [128, 1843, 577, 1916]
- news-item-body: Ve středu 12. prosince o 3. hod. odpolední došlo na nákladním nádraží v Přerově k hroznému neštěstí, které si vyžádalo 3 lidské životy. V uvedenou dobu jel na nádraží nákladní vlak č. 87, který vrazil do dělníků, pracujících v kolejích. Dělníci neviděli jedoucí vlak pro množství páry, která ucházela ze sousedních lokomotiv, stojících na nádraží, takže tři z nich byli okamžitě povaleni a přejeti. Všichni tři byli na místě usmrceni. Příčina tragického případu se přísně vyšetřuje.: [1115, 788, 1564, 955]
- news-item-title: Zadání trafik.: [1144, 1010, 1262, 1029]
- news-item-title: Legionářský věstník.: [1141, 1584, 1316, 1602]
- news-item-body: hlavního města Prahy jsou po dobu 8 dnů, od 15. do 22. t. m. každodenně vyloženy k veřejnému nahlédnutí od 8.—14. a od 16.—18. hod. pro Prahu I.—VII. ve staroměstské radnici a v ostatních částech Velké Prahy v místních úřadovnách.: [621, 382, 1070, 474]
- news-item-body: Včera dopoledne vytáhl převozník Josef Hroněk u karlínského převozu na straně holešovické mrtvolu as 25 až 30leté ženy, která dle posudku lékařova ležela asi čtyři týdny ve vodě. Neznámá je malé postavy, kulatého obličeje, černovlasá, modrooká. Oblečena je v černý kabát, světlešedou, černě proužkovanou blůzu, má černou spodní sukni se žlutými tečkami. Na rukou měla šedé rukavice, v uších zlaté náušnice se třemi modrými a jedním zeleným kamenem. Mrtvolu prohlédl policejní lékař a nařídil, aby byla soudně pitvána.: [1115, 178, 1564, 381]
- news-item: * O subvenci městskému divadlu plzeňskému. Poslanci za Plzeň budou požádáni obcí plzeňskou, aby intervenovali u min. financí a u nejvyššího kontrolního úřadu v záležitosti příznivého vyřízení žádosti za státní subvenci na pořízení divadelního instruktu a na stavbu ohněm zničeného divadelního skladiště.: [621, 142, 1070, 252]
- news-item: * Ženské spolky. Ženský klub český, Praha II., Jáma 5, pořádá dnes v pátek o 7. več. přednášku p. MUDr. Vozábové: „Ošetřování hygiena ženy matky a dítěte“ jako třetí, z cyklu „Matka a dítě“. — Sdružení čes. hospodyň „Biga“ má dnes 14. t. m. valnou hromadu na Střeleckém ostrově. Po té praktické rady a návrhy. Svépomoc vánoční.: [1115, 1898, 1564, 2008]
- news-item: * Srážka na elektrické dráze. Včera před polednem srazil se elektrický vůz na Smíchově s motorovým vozem z trati č. 5 s nábytkovým vozem: [621, 2009, 1070, 2064]
